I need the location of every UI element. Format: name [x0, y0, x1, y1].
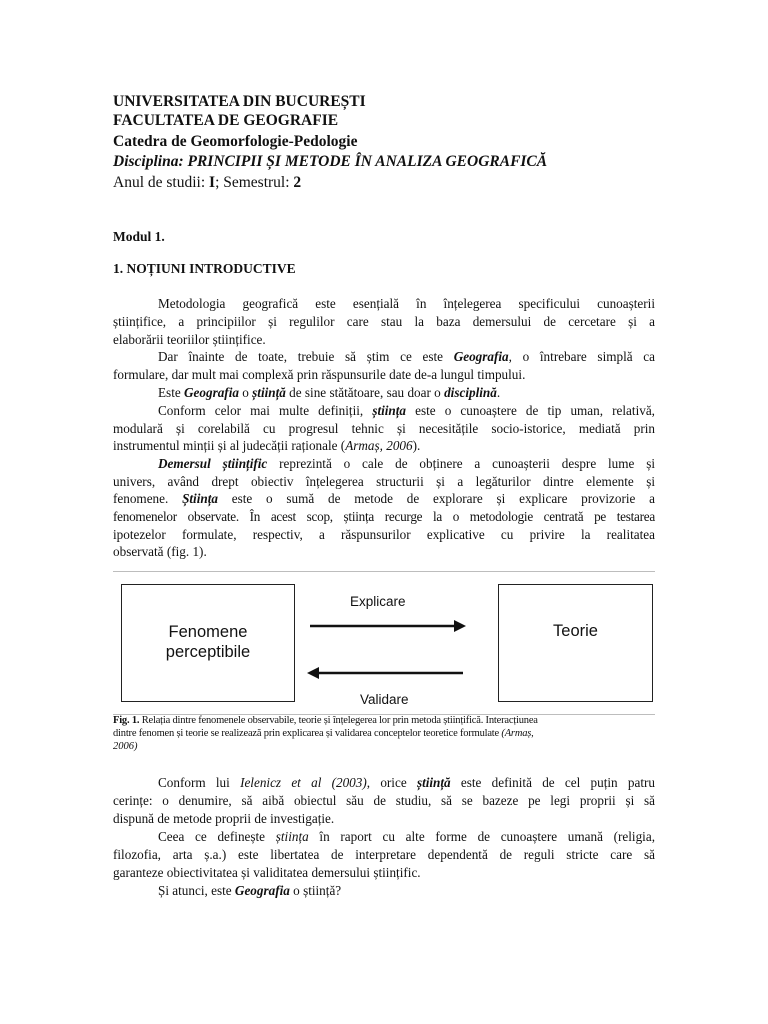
section-title: 1. NOȚIUNI INTRODUCTIVE [113, 261, 296, 276]
theory-box [498, 584, 653, 702]
p5-line2: univers, având drept obiectiv înțelegerea structurii și a legăturilor dintre elemente și [113, 474, 655, 489]
p4-stiinta: știința [372, 403, 407, 418]
p8-line1 [158, 882, 655, 899]
p2-line1 [158, 348, 655, 365]
p7-line1 [158, 828, 655, 845]
arrow-left-icon [305, 665, 465, 681]
p5-demersul: Demersul științific [158, 456, 268, 471]
p3-text-g: . [496, 385, 501, 400]
p5-line5: ipotezelor formulate, respectiv, a răspunsurilor explicative cu privire la realitatea [113, 527, 655, 542]
p4-text-l3a: instrumentul minții și al judecății raționale ( [113, 438, 346, 453]
phenomena-label [122, 622, 294, 662]
p7-line2: filozofia, arta ș.a.) este libertatea de interpretare dependentă de reguli stricte care să [113, 847, 655, 862]
p4-citation: Armaș, 2006 [345, 438, 413, 453]
p6-text-c: , orice [366, 775, 417, 790]
p7-line3: garanteze obiectivitatea și validitatea demersului științific. [113, 865, 421, 880]
p3-geografia: Geografia [184, 385, 239, 400]
figure-1-diagram [113, 571, 655, 715]
p3-stiinta: știință [252, 385, 286, 400]
p8-text-c: o știință? [289, 883, 342, 898]
p7-text-c: în raport cu alte forme de cunoaștere umană (religia, [308, 829, 655, 844]
year-label: Anul de studii: [113, 174, 210, 191]
p4-text-c: este o cunoaștere de tip uman, relativă, [406, 403, 655, 418]
arrow-right-icon [308, 618, 468, 634]
p5-text-l3c: este o sumă de metode de explorare și explicare provizorie a [217, 491, 655, 506]
caption-citation-a: (Armaș, [501, 728, 534, 739]
p5-line1 [158, 455, 655, 472]
p4-line3 [113, 437, 655, 454]
p6-line1 [158, 774, 655, 791]
p2-geografia: Geografia [453, 349, 509, 364]
theory-label: Teorie [553, 622, 598, 640]
p8-text-a: Și atunci, este [158, 883, 235, 898]
p6-citation: Ielenicz et al (2003) [240, 775, 367, 790]
p4-text-l3c: ). [412, 438, 421, 453]
p4-text-a: Conform celor mai multe definiții, [158, 403, 373, 418]
discipline-label: Disciplina: [113, 153, 184, 170]
year-value: I [209, 174, 216, 191]
p3-line1 [158, 384, 655, 401]
p5-text-l3a: fenomene. [113, 491, 183, 506]
p6-text-e: este definită de cel puțin patru [450, 775, 655, 790]
p5-stiinta: Știința [182, 491, 218, 506]
p3-disciplina: disciplină [444, 385, 497, 400]
p3-text-a: Este [158, 385, 185, 400]
p2-text-a: Dar înainte de toate, trebuie să știm ce este [158, 349, 454, 364]
p8-geografia: Geografia [234, 883, 290, 898]
semester-value: 2 [293, 174, 302, 191]
p4-line2: modulară și corelabilă cu progresul tehnic și necesitățile socio-istorice, mediată prin [113, 421, 655, 436]
p7-stiinta: știința [275, 829, 309, 844]
university-name: UNIVERSITATEA DIN BUCUREȘTI [113, 93, 366, 110]
p1-line1: Metodologia geografică este esențială în înțelegerea specificului cunoașterii [158, 296, 655, 311]
figure-caption-line3 [113, 740, 655, 753]
caption-text-l2a: dintre fenomen și teorie se realizează prin explicarea și validarea conceptelor teoretice formulate [113, 728, 502, 739]
semester-label: ; Semestrul: [215, 174, 294, 191]
phenomena-box [121, 584, 295, 702]
p1-line3: elaborării teoriilor științifice. [113, 332, 266, 347]
p3-text-e: de sine stătătoare, sau doar o [285, 385, 445, 400]
phenomena-label-line1: Fenomene [168, 623, 248, 641]
validate-label: Validare [360, 692, 409, 707]
p5-line6: observată (fig. 1). [113, 544, 207, 559]
p1-line2: științifice, a principiilor și regulilor care stau la baza demersului de cercetare și a [113, 314, 655, 329]
p6-line3: dispună de metode proprii de investigație. [113, 811, 335, 826]
year-semester-line [113, 173, 301, 192]
phenomena-label-line2: perceptibile [165, 643, 251, 661]
discipline-name: PRINCIPII ȘI METODE ÎN ANALIZA GEOGRAFICĂ [187, 153, 548, 170]
module-heading: Modul 1. [113, 229, 165, 244]
p5-line4: fenomenelor observate. În acest scop, știința recurge la o metodologie centrată pe testarea [113, 509, 655, 524]
department-name: Catedra de Geomorfologie-Pedologie [113, 133, 358, 150]
p7-text-a: Ceea ce definește [158, 829, 276, 844]
faculty-name: FACULTATEA DE GEOGRAFIE [113, 112, 339, 129]
caption-text-l1: Relația dintre fenomenele observabile, teorie și înțelegerea lor prin metoda științifică. Interacțiunea [139, 715, 538, 726]
figure-caption-line2 [113, 727, 655, 740]
caption-citation-b: 2006) [113, 741, 138, 752]
p6-text-a: Conform lui [158, 775, 241, 790]
p5-text-b: reprezintă o cale de obținere a cunoașterii despre lume și [267, 456, 655, 471]
p4-line1 [158, 402, 655, 419]
p6-stiinta: știință [416, 775, 451, 790]
explain-label: Explicare [350, 594, 406, 609]
caption-label: Fig. 1. [113, 715, 140, 726]
figure-caption-line1 [113, 714, 655, 727]
p5-line3 [113, 490, 655, 507]
p2-text-c: , o întrebare simplă ca [508, 349, 655, 364]
discipline-line [113, 152, 547, 171]
p3-text-c: o [238, 385, 253, 400]
p6-line2: cerințe: o denumire, să aibă obiectul său de studiu, să se bazeze pe legi proprii și să [113, 793, 655, 808]
p2-line2: formulare, dar mult mai complexă prin răspunsurile date de-a lungul timpului. [113, 367, 526, 382]
